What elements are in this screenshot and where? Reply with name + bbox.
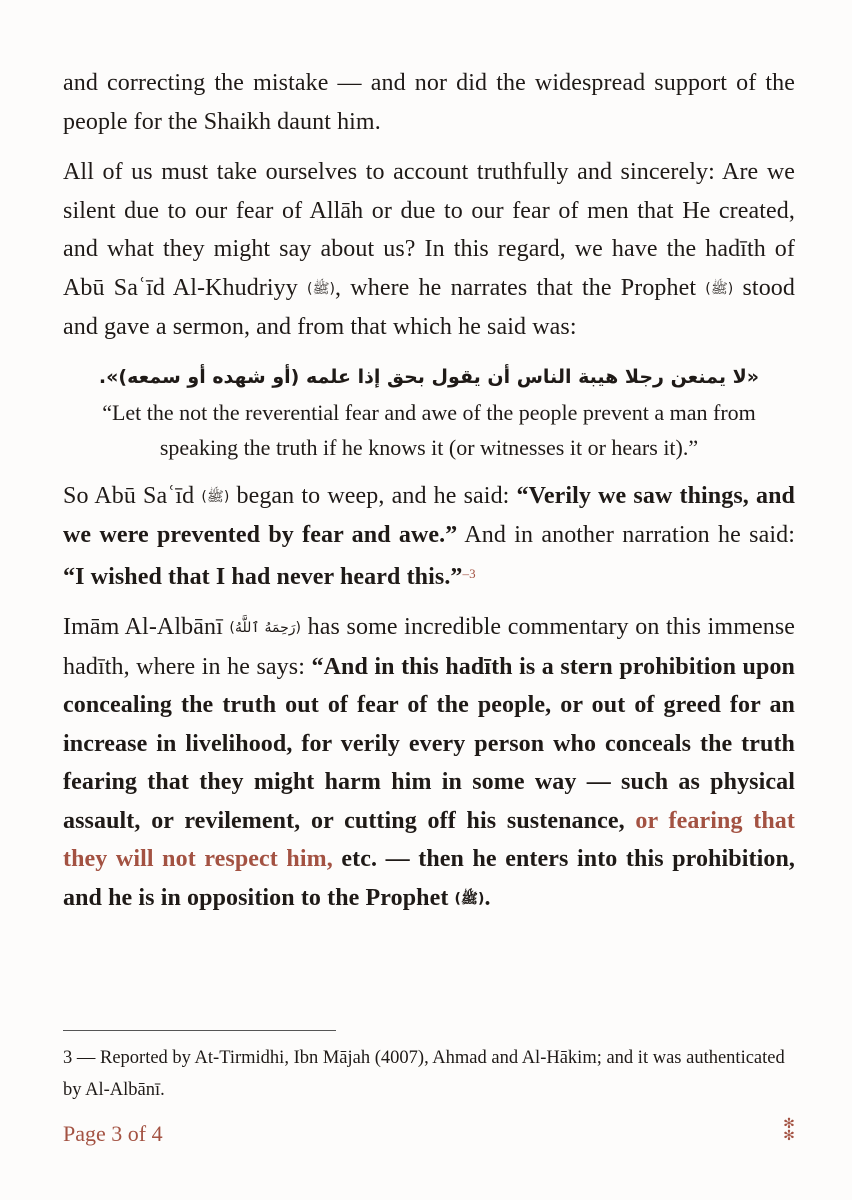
paragraph-3-text-c: And in another narration he said:: [457, 522, 795, 548]
quote-bold-2: “I wished that I had never heard this.”: [63, 563, 463, 590]
asterism-icon: ✻ ✻: [783, 1116, 795, 1144]
paragraph-3: [63, 477, 795, 597]
page-body: [63, 64, 795, 918]
page-number: Page 3 of 4: [63, 1121, 163, 1146]
salutation-honorific-icon: (ﷺ): [705, 280, 734, 297]
paragraph-4-text-b: has some incredible commentary on this immense hadīth, where in he says:: [63, 614, 796, 680]
commentary-bold-2: etc. — then he enters into this prohibition, and he is in opposition to the Prophet: [63, 846, 795, 911]
paragraph-2-text-a: All of us must take ourselves to account truthfully and sincerely: Are we silent due to our fear of Allāh or due to our fear of men that He created, and what they might say about us? In this regard, we have the hadīth of Abū Saʿīd Al-Khudriyy: [63, 159, 795, 301]
paragraph-4-text-a: Imām Al-Albānī: [63, 614, 230, 640]
salutation-honorific-icon: (ﷺ): [454, 890, 485, 907]
paragraph-3-text-a: So Abū Saʿīd: [63, 482, 202, 509]
paragraph-4: [63, 608, 795, 918]
commentary-accent: or fearing that they will not respect him,: [63, 807, 795, 872]
salutation-honorific-icon: (ﷺ): [307, 280, 336, 297]
quote-translation: “Let the not the reverential fear and awe of the people prevent a man from speaking the truth if he knows it (or witnesses it or hears it).”: [102, 399, 756, 460]
rahimahullah-honorific-icon: (رَحِمَهُ ٱللَّهُ): [229, 620, 302, 636]
arabic-text: «لا يمنعن رجلا هيبة الناس أن يقول بحق إذا علمه (أو شهده أو سمعه)».: [98, 365, 760, 388]
paragraph-2-text-c: stood and gave a sermon, and from that which he said was:: [63, 274, 795, 340]
paragraph-2: [63, 153, 795, 347]
quote-bold-1: “Verily we saw things, and we were prevented by fear and awe.”: [63, 482, 795, 548]
salutation-honorific-icon: (ﷺ): [201, 488, 230, 505]
commentary-bold-1: “And in this hadīth is a stern prohibition upon concealing the truth out of fear of the people, or out of greed for an increase in livelihood, for verily every person who conceals the truth fearing that they might harm him in some way — such as physical assault, or revilement, or cutting off his sustenance,: [63, 653, 795, 834]
paragraph-3-text-b: began to weep, and he said:: [229, 482, 517, 509]
paragraph-1: and correcting the mistake — and nor did the widespread support of the people for the Shaikh daunt him.: [63, 70, 795, 135]
footnote: 3 — Reported by At-Tirmidhi, Ibn Mājah (4007), Ahmad and Al-Hākim; and it was authenticated by Al-Albānī.: [63, 1048, 785, 1100]
footnote-ref-link[interactable]: –3: [462, 565, 476, 581]
hadith-quote: [63, 359, 795, 465]
commentary-end: .: [484, 884, 491, 911]
footnote-divider: [63, 1030, 336, 1031]
paragraph-2-text-b: , where he narrates that the Prophet: [335, 274, 706, 301]
